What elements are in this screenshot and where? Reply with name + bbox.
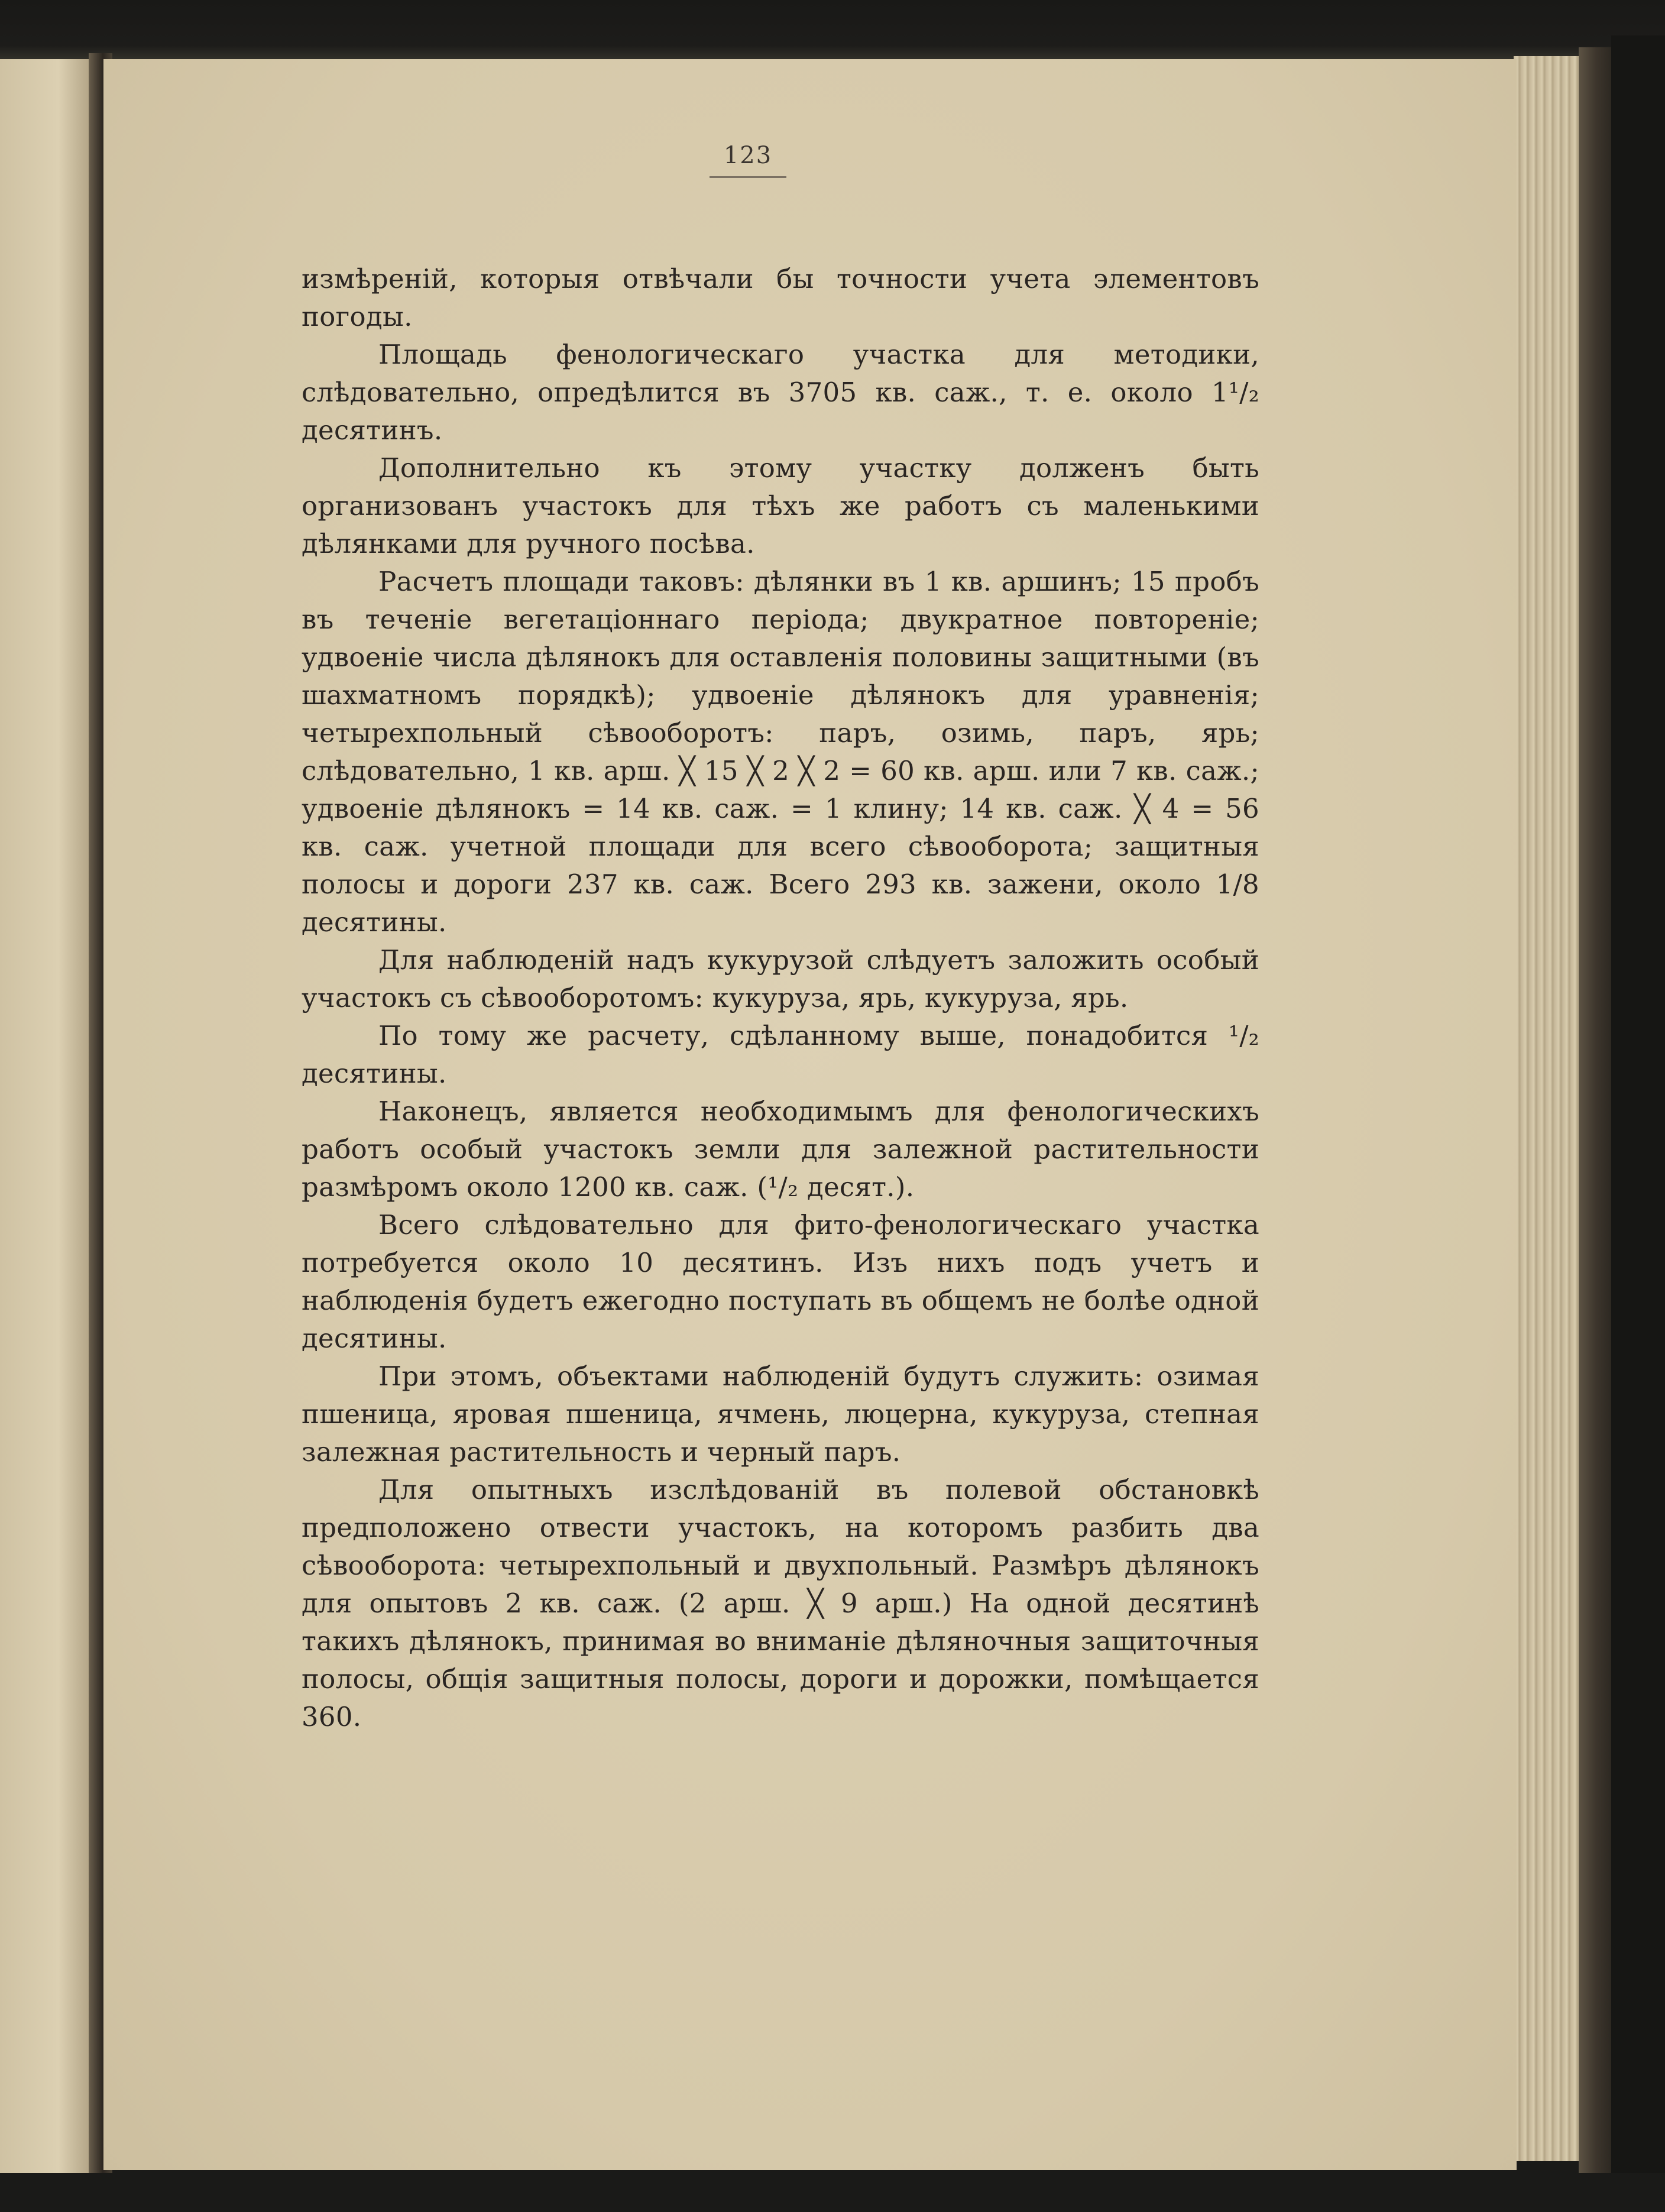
paragraph: Для наблюденій надъ кукурузой слѣдуетъ заложить особый участокъ съ сѣвооборотомъ: кукуруза, ярь, кукуруза, ярь. bbox=[302, 944, 1259, 1013]
left-page-edge bbox=[0, 59, 98, 2176]
scan-background-top bbox=[0, 0, 1665, 65]
page-number-rule bbox=[710, 176, 786, 178]
page-body-text bbox=[302, 260, 1259, 1736]
book-cover-edge bbox=[1579, 47, 1614, 2176]
paragraph: По тому же расчету, сдѣланному выше, понадобится ¹/₂ десятины. bbox=[302, 1020, 1259, 1089]
paragraph: Всего слѣдовательно для фито-фенологическаго участка потребуется около 10 десятинъ. Изъ нихъ подъ учетъ и наблюденія будетъ ежегодно поступать въ общемъ не болѣе одной десятины. bbox=[302, 1209, 1259, 1354]
page-number: 123 bbox=[723, 142, 773, 169]
paragraph: Наконецъ, является необходимымъ для фенологическихъ работъ особый участокъ земли для залежной растительности размѣромъ около 1200 кв. саж. (¹/₂ десят.). bbox=[302, 1096, 1259, 1203]
scan-background-bottom bbox=[0, 2173, 1665, 2212]
page-stack-edges bbox=[1514, 56, 1579, 2161]
paragraph: Площадь фенологическаго участка для методики, слѣдовательно, опредѣлится въ 3705 кв. саж., т. е. около 1¹/₂ десятинъ. bbox=[302, 339, 1259, 446]
paragraph: Дополнительно къ этому участку долженъ быть организованъ участокъ для тѣхъ же работъ съ маленькими дѣлянками для ручного посѣва. bbox=[302, 452, 1259, 559]
paragraph: Расчетъ площади таковъ: дѣлянки въ 1 кв. аршинъ; 15 пробъ въ теченіе вегетаціоннаго періода; двукратное повтореніе; удвоеніе числа дѣлянокъ для оставленія половины защитными (въ шахматномъ порядкѣ); удвоеніе дѣлянокъ для уравненія; четырехпольный сѣвооборотъ: паръ, озимь, паръ, ярь; слѣдовательно, 1 кв. арш. ╳ 15 ╳ 2 ╳ 2 = 60 кв. арш. или 7 кв. саж.; удвоеніе дѣлянокъ = 14 кв. саж. = 1 клину; 14 кв. саж. ╳ 4 = 56 кв. саж. учетной площади для всего сѣвооборота; защитныя полосы и дороги 237 кв. саж. Всего 293 кв. зажени, около 1/8 десятины. bbox=[302, 566, 1259, 938]
paragraph: измѣреній, которыя отвѣчали бы точности учета элементовъ погоды. bbox=[302, 263, 1259, 332]
paragraph: Для опытныхъ изслѣдованій въ полевой обстановкѣ предположено отвести участокъ, на которомъ разбить два сѣвооборота: четырехпольный и двухпольный. Размѣръ дѣлянокъ для опытовъ 2 кв. саж. (2 арш. ╳ 9 арш.) На одной десятинѣ такихъ дѣлянокъ, принимая во вниманіе дѣляночныя защиточныя полосы, общія защитныя полосы, дороги и дорожки, помѣщается 360. bbox=[302, 1474, 1259, 1732]
paragraph: При этомъ, объектами наблюденій будутъ служить: озимая пшеница, яровая пшеница, ячмень, люцерна, кукуруза, степная залежная растительность и черный паръ. bbox=[302, 1361, 1259, 1468]
scan-background-right bbox=[1611, 35, 1665, 2188]
